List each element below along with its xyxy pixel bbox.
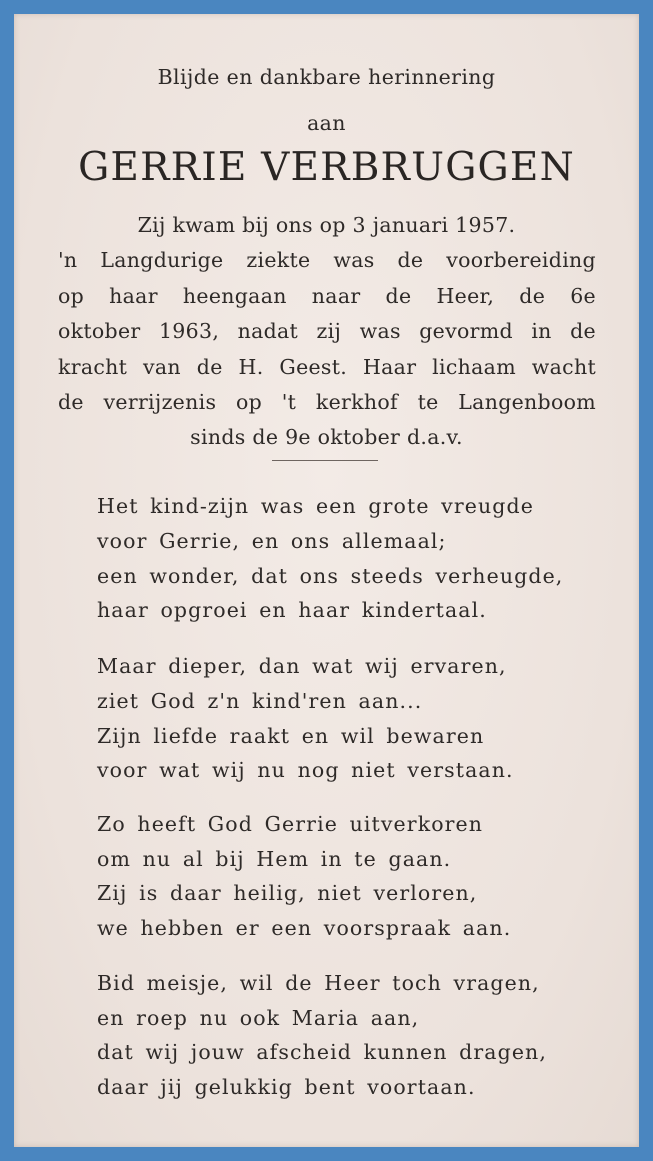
bio-line-6: de verrijzenis op 't kerkhof te Langenboom (58, 390, 596, 414)
verse-line: een wonder, dat ons steeds verheugde, (97, 564, 564, 588)
verse-line: Zo heeft God Gerrie uitverkoren (97, 812, 484, 836)
bio-line-3: op haar heengaan naar de Heer, de 6e (58, 284, 596, 308)
bio-line-7: sinds de 9e oktober d.a.v. (190, 425, 463, 449)
bio-line-1: Zij kwam bij ons op 3 januari 1957. (137, 213, 516, 237)
verse-line: daar jij gelukkig bent voortaan. (97, 1075, 476, 1099)
verse-line: Maar dieper, dan wat wij ervaren, (97, 654, 507, 678)
verse-line: Zijn liefde raakt en wil bewaren (97, 724, 485, 748)
section-divider (272, 460, 378, 461)
verse-line: ziet God z'n kind'ren aan... (97, 689, 423, 713)
verse-line: Het kind-zijn was een grote vreugde (97, 494, 534, 518)
memorial-card (14, 14, 639, 1147)
bio-line-4: oktober 1963, nadat zij was gevormd in de (58, 319, 596, 343)
verse-line: dat wij jouw afscheid kunnen dragen, (97, 1040, 547, 1064)
verse-line: voor Gerrie, en ons allemaal; (97, 529, 447, 553)
verse-line: haar opgroei en haar kindertaal. (97, 598, 487, 622)
intro-line: Blijde en dankbare herinnering (157, 65, 496, 89)
aan-line: aan (307, 111, 346, 135)
verse-line: om nu al bij Hem in te gaan. (97, 847, 452, 871)
verse-line: Zij is daar heilig, niet verloren, (97, 881, 478, 905)
deceased-name: GERRIE VERBRUGGEN (78, 145, 575, 190)
verse-line: en roep nu ook Maria aan, (97, 1006, 420, 1030)
bio-line-2: 'n Langdurige ziekte was de voorbereiding (58, 248, 596, 272)
bio-line-5: kracht van de H. Geest. Haar lichaam wacht (58, 355, 596, 379)
verse-line: we hebben er een voorspraak aan. (97, 916, 512, 940)
verse-line: Bid meisje, wil de Heer toch vragen, (97, 971, 540, 995)
verse-line: voor wat wij nu nog niet verstaan. (97, 758, 514, 782)
